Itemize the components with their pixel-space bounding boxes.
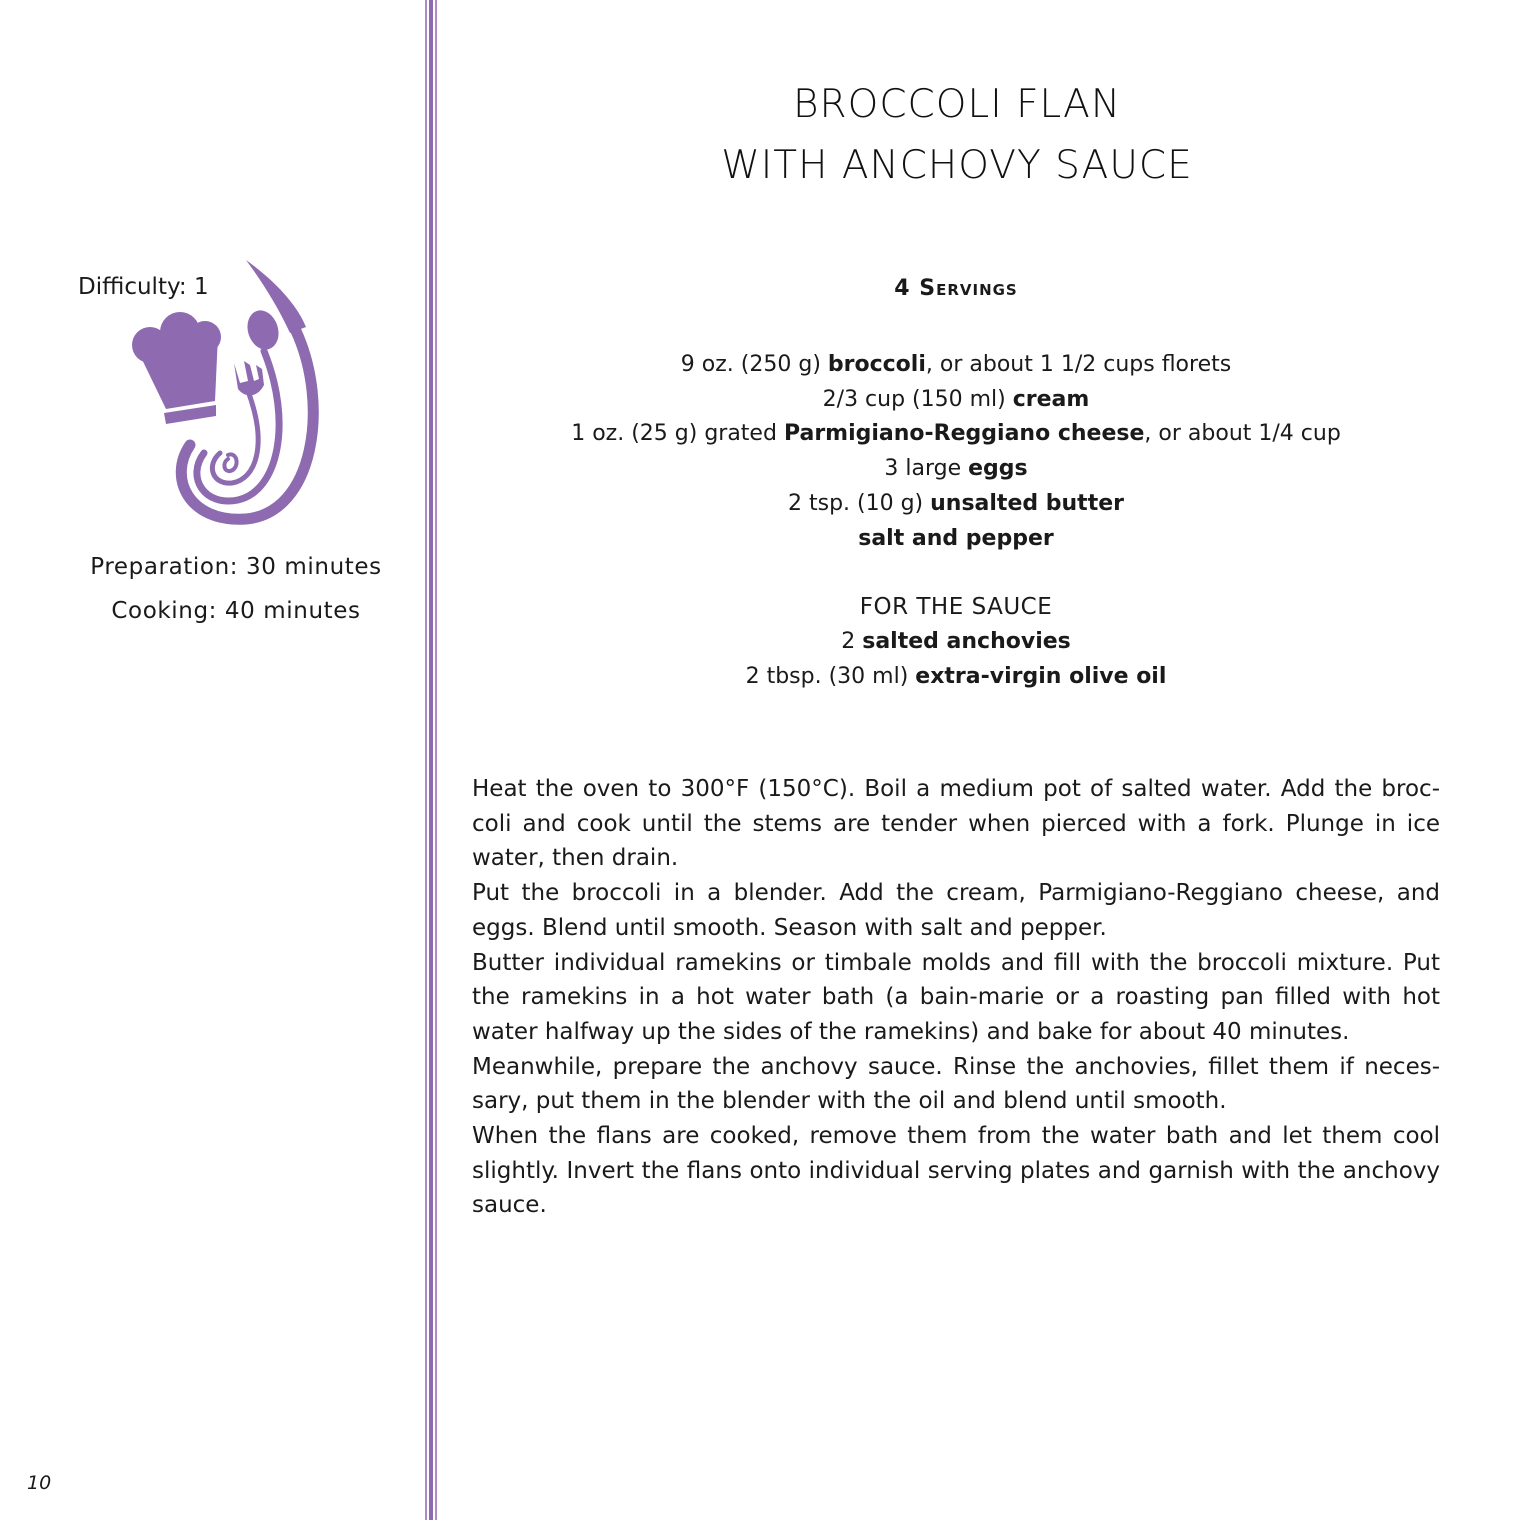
servings: 4 Servings xyxy=(894,276,1018,301)
ingredient-line: 1 oz. (25 g) grated Parmigiano-Reggiano cheese, or about 1/4 cup xyxy=(571,421,1341,446)
difficulty-label: Difficulty: 1 xyxy=(78,274,209,300)
page-number: 10 xyxy=(27,1472,52,1494)
recipe-sidebar xyxy=(0,0,424,1520)
method-step: Meanwhile, prepare the anchovy sauce. Rinse the anchovies, fillet them if neces-sary, put them in the blender with the oil and blend until smooth. xyxy=(472,1053,1440,1115)
sauce-heading: FOR THE SAUCE xyxy=(859,594,1053,620)
method-step: Butter individual ramekins or timbale molds and fill with the broccoli mixture. Put the ramekins in a hot water bath (a bain-marie or a roasting pan filled with hot water halfway up the sides of the ramekins) and bake for about 40 minutes. xyxy=(472,949,1440,1045)
title-line-2: WITH ANCHOVY SAUCE xyxy=(721,143,1193,188)
title-line-1: BROCCOLI FLAN xyxy=(792,82,1122,127)
method-text xyxy=(472,772,1440,1223)
chef-hat-cutlery-icon xyxy=(128,255,328,525)
column-divider xyxy=(425,0,437,1520)
recipe-title xyxy=(520,74,1394,196)
preparation-time: Preparation: 30 minutes xyxy=(90,554,382,580)
ingredient-line: 2/3 cup (150 ml) cream xyxy=(822,387,1090,412)
cooking-time: Cooking: 40 minutes xyxy=(111,598,361,624)
ingredient-line: 2 tsp. (10 g) unsalted butter xyxy=(787,491,1124,516)
method-step: When the flans are cooked, remove them from the water bath and let them cool slightly. Invert the flans onto individual serving plates and garnish with the anchovy sauce. xyxy=(472,1123,1440,1219)
ingredient-line: salt and pepper xyxy=(858,526,1054,551)
ingredient-line: 3 large eggs xyxy=(884,456,1028,481)
method-step: Put the broccoli in a blender. Add the cream, Parmigiano-Reggiano cheese, and eggs. Blend until smooth. Season with salt and pepper. xyxy=(472,880,1440,941)
method-step: Heat the oven to 300°F (150°C). Boil a medium pot of salted water. Add the broc-coli and cook until the stems are tender when pierced with a fork. Plunge in ice water, then drain. xyxy=(472,776,1440,872)
sauce-ingredient-line: 2 salted anchovies xyxy=(841,629,1071,654)
sauce-ingredient-line: 2 tbsp. (30 ml) extra-virgin olive oil xyxy=(745,664,1167,689)
ingredient-line: 9 oz. (250 g) broccoli, or about 1 1/2 cups florets xyxy=(680,352,1232,377)
